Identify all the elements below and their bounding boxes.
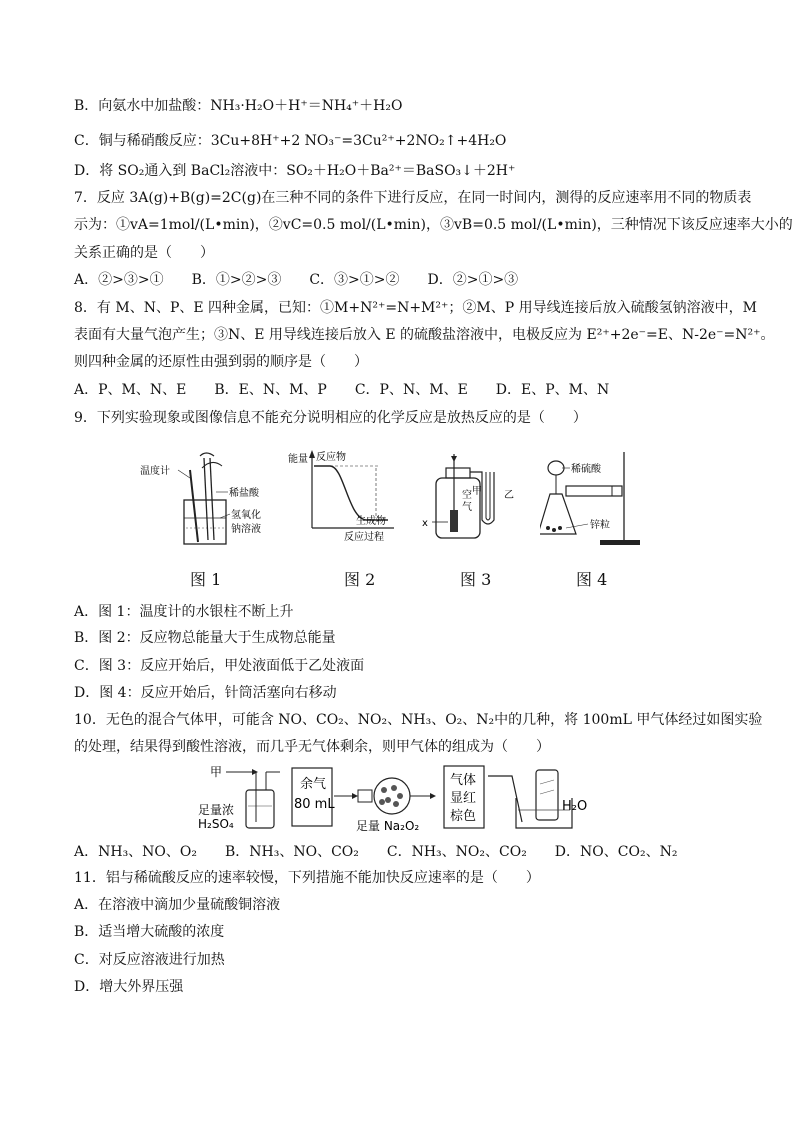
q7-stem-line1: 7．反应 3A(g)+B(g)=2C(g)在三种不同的条件下进行反应，在同一时间内，测得的反应速率用不同的物质表 — [74, 190, 752, 206]
q11-option-c: C．对反应溶液进行加热 — [74, 952, 225, 968]
q10-rest-label-1: 余气 — [300, 777, 327, 792]
q8-stem-line1: 8．有 M、N、P、E 四种金属，已知：①M+N²⁺=N+M²⁺；②M、P 用导线连接后放入硫酸氢钠溶液中，M — [74, 300, 757, 316]
q10-apparatus-diagram — [196, 762, 616, 834]
q9-figure-4 — [540, 448, 650, 548]
q7-stem-line2: 示为：①vA=1mol/(L•min)，②vC=0.5 mol/(L•min)，③vB=0.5 mol/(L•min)，三种情况下该反应速率大小的 — [74, 217, 793, 233]
q11-stem: 11．铝与稀硫酸反应的速率较慢，下列措施不能加快反应速率的是（ ） — [74, 870, 540, 886]
q9-option-a: A．图 1：温度计的水银柱不断上升 — [74, 604, 294, 620]
fig3-x-label: x — [422, 518, 428, 529]
fig3-air-label-2: 气 — [462, 502, 472, 513]
fig4-acid-label: 稀硫酸 — [571, 464, 601, 475]
q9-option-b: B．图 2：反应物总能量大于生成物总能量 — [74, 630, 336, 646]
q11-option-b: B．适当增大硫酸的浓度 — [74, 924, 225, 940]
fig1-naoh-label-2: 钠溶液 — [231, 524, 261, 535]
q10-options: A．NH₃、NO、O₂ B．NH₃、NO、CO₂ C．NH₃、NO₂、CO₂ D．NO、CO₂、N₂ — [74, 844, 678, 860]
fig1-naoh-label-1: 氢氧化 — [231, 510, 261, 521]
fig2-reactant-label: 反应物 — [316, 452, 346, 463]
q10-conc-label-1: 足量浓 — [198, 803, 235, 817]
q6-option-b: B．向氨水中加盐酸：NH₃·H₂O＋H⁺＝NH₄⁺＋H₂O — [74, 98, 403, 114]
q10-gas-label-1: 气体 — [450, 773, 477, 788]
q8-stem-line2: 表面有大量气泡产生；③N、E 用导线连接后放入 E 的硫酸盐溶液中，电极反应为 E²⁺+2e⁻=E、N-2e⁻=N²⁺。 — [74, 327, 775, 343]
fig2-caption: 图 2 — [344, 570, 376, 589]
q11-option-a: A．在溶液中滴加少量硫酸铜溶液 — [74, 897, 281, 913]
fig4-zinc-label: 锌粒 — [590, 520, 610, 531]
q9-stem: 9．下列实验现象或图像信息不能充分说明相应的化学反应是放热反应的是（ ） — [74, 410, 587, 426]
q10-stem-line1: 10．无色的混合气体甲，可能含 NO、CO₂、NO₂、NH₃、O₂、N₂中的几种，将 100mL 甲气体经过如图实验 — [74, 712, 763, 728]
q9-figure-1 — [138, 448, 278, 548]
q10-jia-label: 甲 — [210, 765, 223, 779]
q10-water-label: H₂O — [562, 799, 588, 814]
q7-stem-line3: 关系正确的是（ ） — [74, 245, 214, 261]
fig3-yi-label: 乙 — [504, 490, 514, 501]
q10-rest-label-2: 80 mL — [294, 797, 335, 812]
q7-options: A．②>③>① B．①>②>③ C．③>①>② D．②>①>③ — [74, 272, 519, 288]
fig2-process-label: 反应过程 — [344, 532, 384, 543]
fig1-acid-label: 稀盐酸 — [229, 488, 259, 499]
q9-figure-2 — [282, 448, 402, 548]
fig3-caption: 图 3 — [460, 570, 492, 589]
fig4-caption: 图 4 — [576, 570, 608, 589]
q10-gas-label-3: 棕色 — [450, 809, 477, 824]
q8-stem-line3: 则四种金属的还原性由强到弱的顺序是（ ） — [74, 354, 368, 370]
fig3-air-label-1: 空 — [462, 490, 472, 501]
q9-option-d: D．图 4：反应开始后，针筒活塞向右移动 — [74, 685, 337, 701]
fig1-thermometer-label: 温度计 — [140, 466, 170, 477]
q11-option-d: D．增大外界压强 — [74, 979, 184, 995]
q8-options: A．P、M、N、E B．E、N、M、P C．P、N、M、E D．E、P、M、N — [74, 382, 610, 398]
q10-conc-label-2: H₂SO₄ — [198, 817, 234, 831]
q6-option-d: D．将 SO₂通入到 BaCl₂溶液中：SO₂＋H₂O＋Ba²⁺＝BaSO₃↓＋2H⁺ — [74, 163, 516, 179]
fig3-jia-label: 甲 — [472, 486, 482, 497]
fig1-caption: 图 1 — [190, 570, 222, 589]
q10-stem-line2: 的处理，结果得到酸性溶液，而几乎无气体剩余，则甲气体的组成为（ ） — [74, 739, 550, 755]
q10-gas-label-2: 显红 — [450, 791, 477, 806]
fig2-product-label: 生成物 — [356, 516, 386, 527]
q6-option-c: C．铜与稀硝酸反应：3Cu+8H⁺+2 NO₃⁻=3Cu²⁺+2NO₂↑+4H₂O — [74, 133, 507, 149]
fig2-energy-label: 能量 — [288, 454, 308, 465]
q9-figure-3 — [420, 448, 530, 548]
q9-option-c: C．图 3：反应开始后，甲处液面低于乙处液面 — [74, 658, 365, 674]
q10-na2o2-label: 足量 Na₂O₂ — [356, 819, 420, 833]
